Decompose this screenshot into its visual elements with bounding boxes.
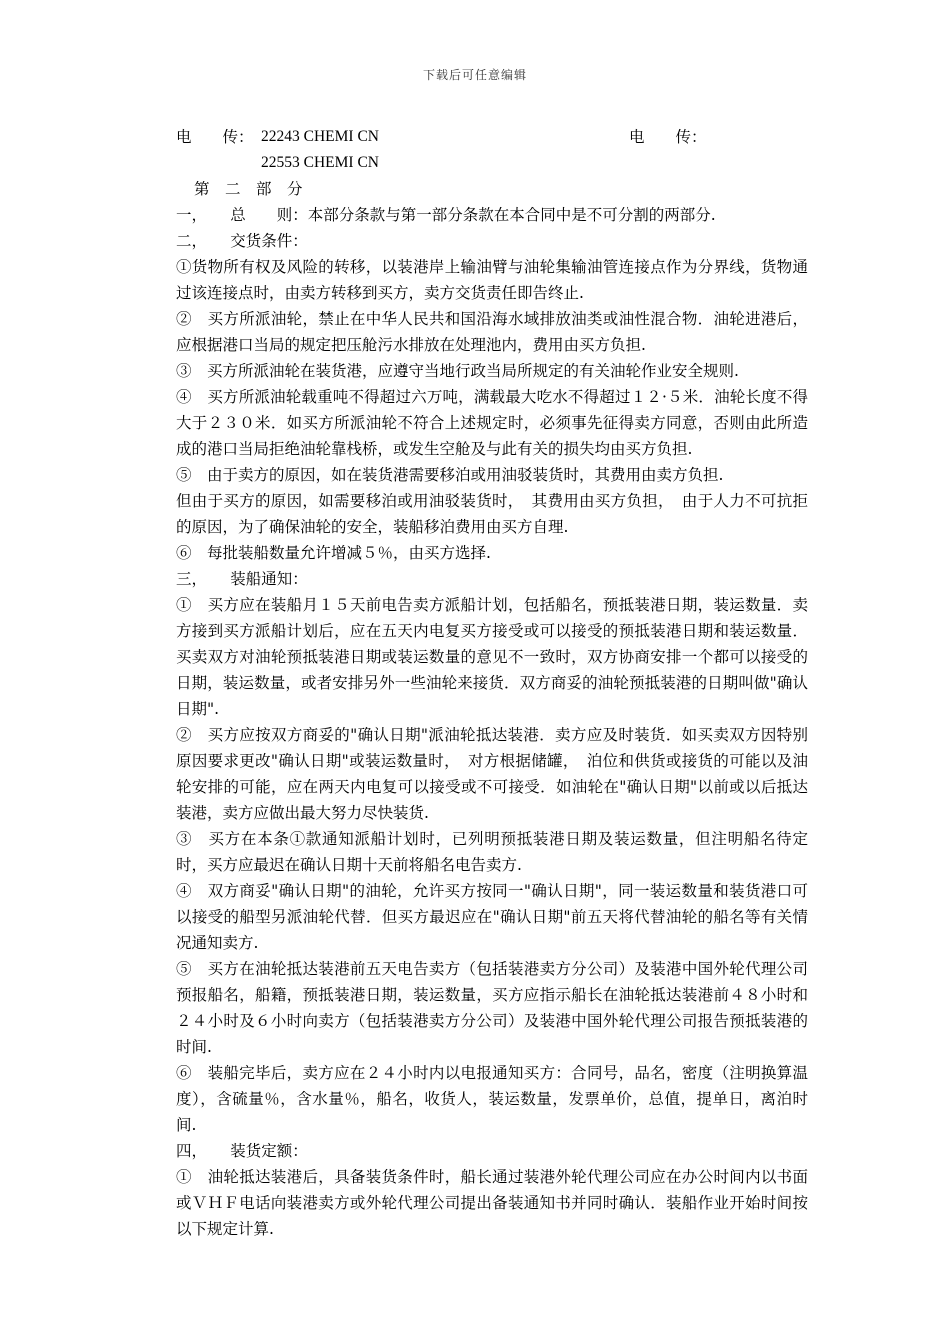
document-body [176,124,808,1242]
section-delivery-heading: 二， 交货条件： [176,232,308,250]
section-shipping-notice-heading: 三， 装船通知： [176,570,308,588]
delivery-clause-5: ⑤ 由于卖方的原因，如在装货港需要移泊或用油驳装货时，其费用由卖方负担. [176,466,724,484]
telex-row-1 [176,124,808,150]
quota-clause-1: ① 油轮抵达装港后，具备装货条件时，船长通过装港外轮代理公司应在办公时间内以书面或ＶＨＦ电话向装港卖方或外轮代理公司提出备装通知书并同时确认．装船作业开始时间按以下规定计算. [176,1168,808,1238]
telex-label: 电 传： [176,128,254,146]
delivery-clause-3: ③ 买方所派油轮在装货港，应遵守当地行政当局所规定的有关油轮作业安全规则. [176,362,739,380]
delivery-clause-4: ④ 买方所派油轮载重吨不得超过六万吨，满载最大吃水不得超过１２·５米．油轮长度不得大于２３０米．如买方所派油轮不符合上述规定时，必须事先征得卖方同意，否则由此所造成的港口当局拒绝油轮靠栈桥，或发生空舱及与此有关的损失均由买方负担. [176,388,808,458]
telex-value-1: 22243 CHEMI CN [261,128,379,145]
notice-clause-2: ② 买方应按双方商妥的"确认日期"派油轮抵达装港．卖方应及时装货．如买卖双方因特别原因要求更改"确认日期"或装运数量时， 对方根据储罐， 泊位和供货或接货的可能以及油轮安排的可能，应在两天内电复可以接受或不可接受．如油轮在"确认日期"以前或以后抵达装港，卖方应做出最大努力尽快装货. [176,726,808,822]
telex-value-2: 22553 CHEMI CN [261,154,379,171]
delivery-clause-1: ①货物所有权及风险的转移，以装港岸上输油臂与油轮集输油管连接点作为分界线，货物通过该连接点时，由卖方转移到买方，卖方交货责任即告终止. [176,258,808,302]
section-general: 一， 总 则：本部分条款与第一部分条款在本合同中是不可分割的两部分. [176,206,716,224]
delivery-clause-5-cont: 但由于买方的原因，如需要移泊或用油驳装货时， 其费用由买方负担， 由于人力不可抗拒的原因，为了确保油轮的安全，装船移泊费用由买方自理. [176,492,808,536]
delivery-clause-6: ⑥ 每批装船数量允许增减５％，由买方选择. [176,544,491,562]
notice-clause-3: ③ 买方在本条①款通知派船计划时，已列明预抵装港日期及装运数量，但注明船名待定时，买方应最迟在确认日期十天前将船名电告卖方. [176,830,808,874]
notice-clause-5: ⑤ 买方在油轮抵达装港前五天电告卖方（包括装港卖方分公司）及装港中国外轮代理公司预报船名，船籍，预抵装港日期，装运数量，买方应指示船长在油轮抵达装港前４８小时和２４小时及６小时向卖方（包括装港卖方分公司）及装港中国外轮代理公司报告预抵装港的时间. [176,960,808,1056]
header-note: 下载后可任意编辑 [422,68,527,82]
notice-clause-1: ① 买方应在装船月１５天前电告卖方派船计划，包括船名，预抵装港日期，装运数量．卖方接到买方派船计划后，应在五天内电复买方接受或可以接受的预抵装港日期和装运数量．买卖双方对油轮预抵装港日期或装运数量的意见不一致时，双方协商安排一个都可以接受的日期，装运数量，或者安排另外一些油轮来接货．双方商妥的油轮预抵装港的日期叫做"确认日期". [176,596,808,718]
telex-row-2 [176,150,808,176]
part-title: 第 二 部 分 [194,180,303,198]
delivery-clause-2: ② 买方所派油轮，禁止在中华人民共和国沿海水域排放油类或油性混合物．油轮进港后，应根据港口当局的规定把压舱污水排放在处理池内，费用由买方负担. [176,310,808,354]
section-loading-quota-heading: 四， 装货定额： [176,1142,308,1160]
notice-clause-6: ⑥ 装船完毕后，卖方应在２４小时内以电报通知买方：合同号，品名，密度（注明换算温度），含硫量％，含水量％，船名，收货人，装运数量，发票单价，总值，提单日，离泊时间. [176,1064,808,1134]
notice-clause-4: ④ 双方商妥"确认日期"的油轮，允许买方按同一"确认日期"，同一装运数量和装货港口可以接受的船型另派油轮代替．但买方最迟应在"确认日期"前五天将代替油轮的船名等有关情况通知卖方. [176,882,808,952]
telex-label-right: 电 传： [629,128,707,146]
